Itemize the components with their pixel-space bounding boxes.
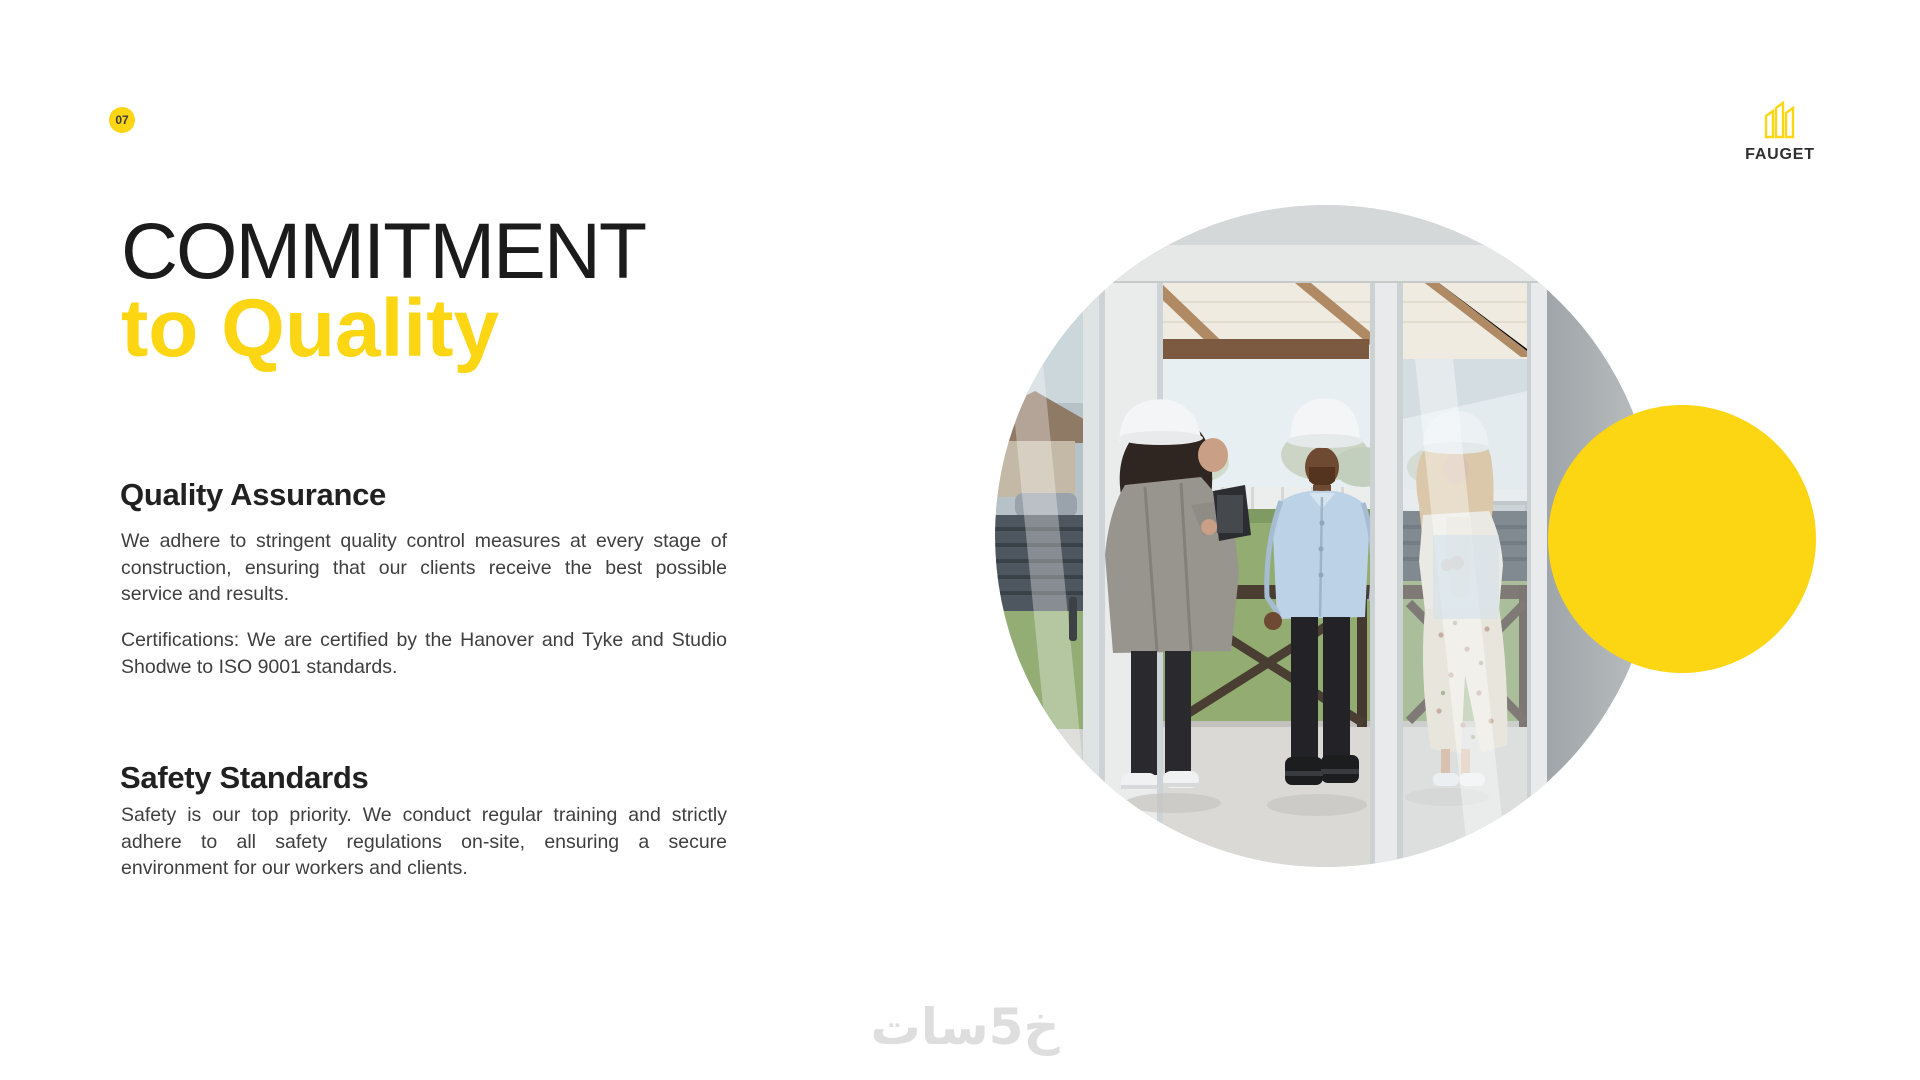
slide-title <box>121 206 646 374</box>
buildings-icon <box>1763 100 1797 140</box>
paragraph-safety: Safety is our top priority. We conduct regular training and strictly adhere to all safety regulations on-site, ensuring a secure environment for our workers and clients. <box>121 804 727 879</box>
title-line-1: COMMITMENT <box>121 206 646 295</box>
page-number-badge <box>109 107 135 133</box>
title-line-2: to Quality <box>121 283 500 374</box>
brand-logo <box>1724 100 1836 164</box>
section-heading-quality-assurance: Quality Assurance <box>120 477 386 512</box>
brand-name: FAUGET <box>1745 146 1815 163</box>
section-heading-safety-standards: Safety Standards <box>120 760 369 795</box>
accent-circle <box>1548 405 1816 673</box>
paragraph-certifications: Certifications: We are certified by the Hanover and Tyke and Studio Shodwe to ISO 9001 standards. <box>121 629 727 678</box>
page-number: 07 <box>115 113 129 127</box>
watermark: خ5سات <box>870 998 1060 1056</box>
paragraph-quality-control: We adhere to stringent quality control measures at every stage of construction, ensuring that our clients receive the best possible service and results. <box>121 530 727 605</box>
